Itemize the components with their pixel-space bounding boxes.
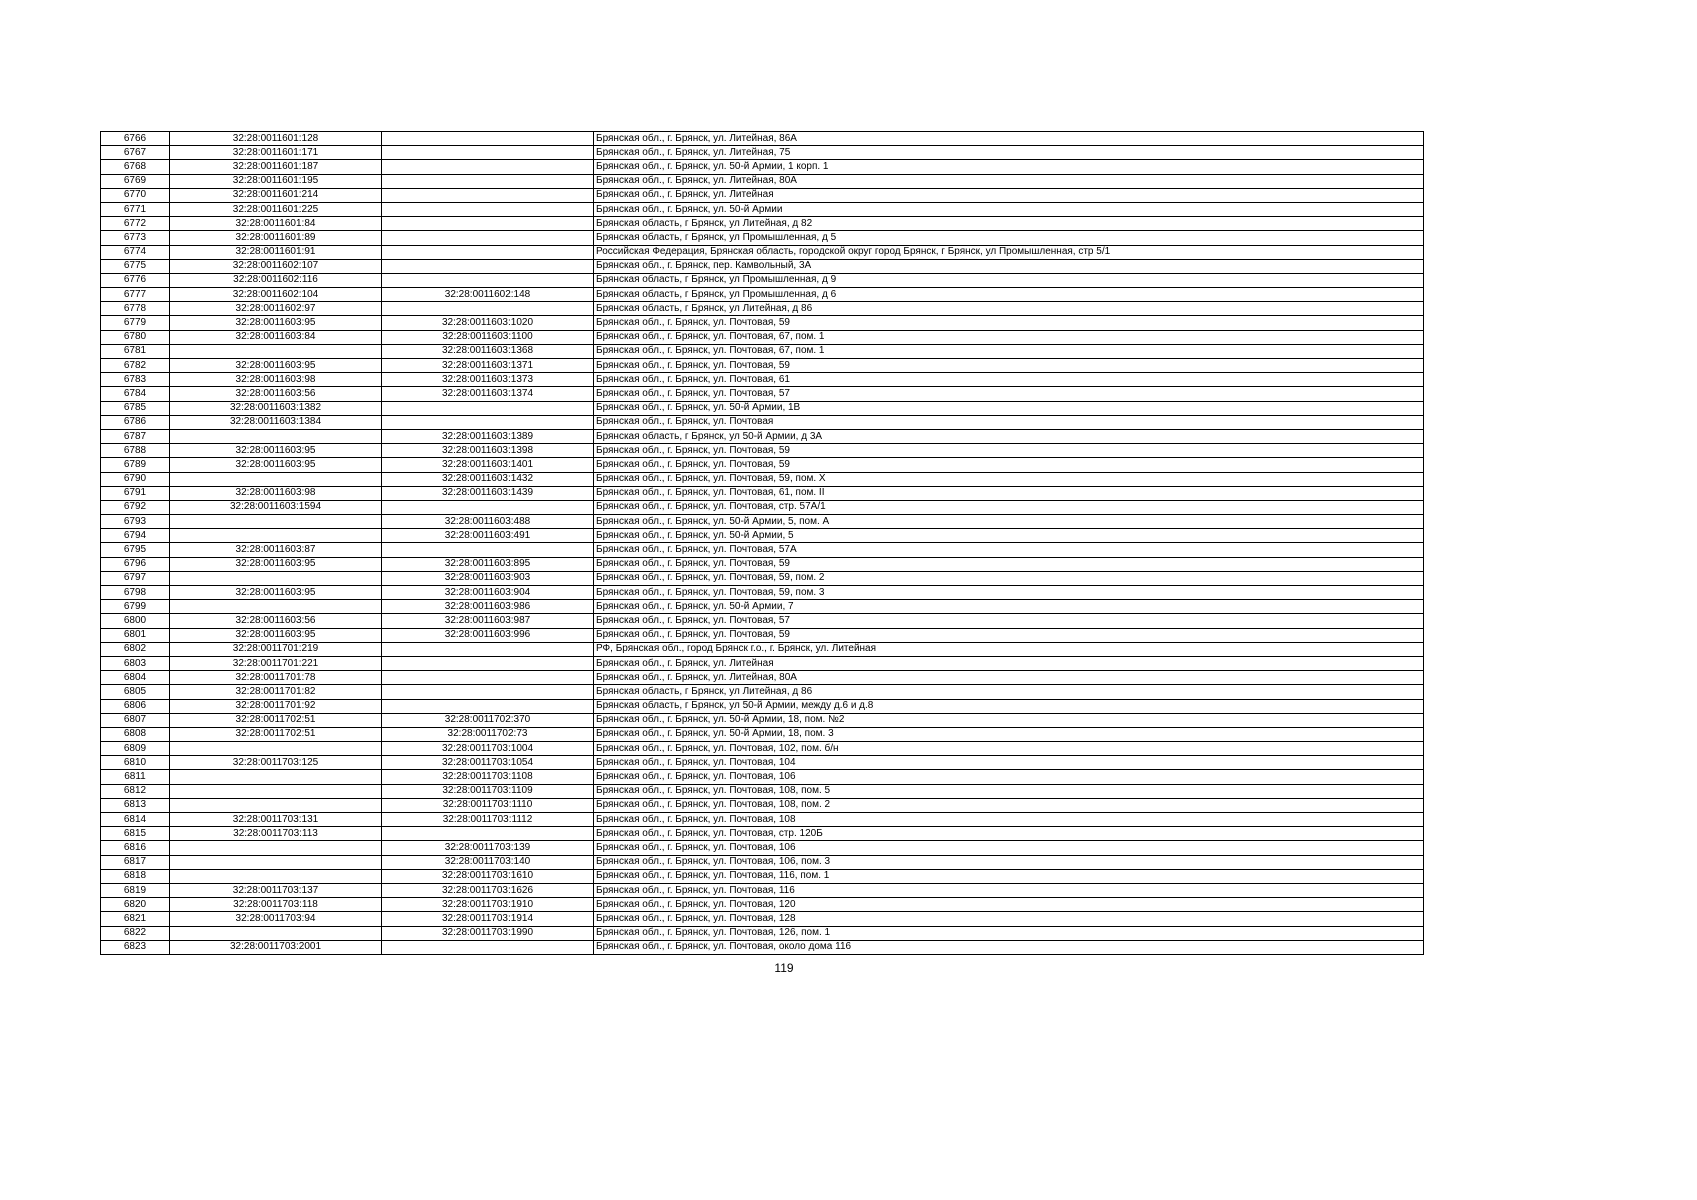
table-row (101, 444, 1424, 458)
land-cadastral-number-cell: 32:28:0011601:187 (170, 160, 382, 174)
table-row (101, 373, 1424, 387)
land-cadastral-number-cell: 32:28:0011601:128 (170, 132, 382, 146)
row-number-cell: 6816 (101, 841, 170, 855)
object-cadastral-number-cell (382, 174, 594, 188)
row-number-cell: 6798 (101, 586, 170, 600)
land-cadastral-number-cell: 32:28:0011703:94 (170, 912, 382, 926)
object-cadastral-number-cell: 32:28:0011603:491 (382, 529, 594, 543)
table-row (101, 784, 1424, 798)
row-number-cell: 6784 (101, 387, 170, 401)
land-cadastral-number-cell: 32:28:0011603:98 (170, 486, 382, 500)
table-row (101, 515, 1424, 529)
object-cadastral-number-cell: 32:28:0011703:139 (382, 841, 594, 855)
address-cell: Брянская обл., г. Брянск, ул. 50-й Армии, 18, пом. 3 (594, 727, 1424, 741)
table-row (101, 869, 1424, 883)
table-row (101, 898, 1424, 912)
row-number-cell: 6783 (101, 373, 170, 387)
row-number-cell: 6815 (101, 827, 170, 841)
table-row (101, 685, 1424, 699)
row-number-cell: 6769 (101, 174, 170, 188)
land-cadastral-number-cell: 32:28:0011703:137 (170, 883, 382, 897)
land-cadastral-number-cell (170, 344, 382, 358)
table-row (101, 401, 1424, 415)
address-cell: Брянская обл., г. Брянск, ул. 50-й Армии, 1В (594, 401, 1424, 415)
land-cadastral-number-cell: 32:28:0011702:51 (170, 727, 382, 741)
row-number-cell: 6805 (101, 685, 170, 699)
address-cell: Брянская обл., г. Брянск, ул. Почтовая, 59, пом. Х (594, 472, 1424, 486)
object-cadastral-number-cell: 32:28:0011603:488 (382, 515, 594, 529)
object-cadastral-number-cell: 32:28:0011603:1368 (382, 344, 594, 358)
table-row (101, 742, 1424, 756)
table-row (101, 217, 1424, 231)
table-row (101, 132, 1424, 146)
land-cadastral-number-cell (170, 770, 382, 784)
land-cadastral-number-cell: 32:28:0011603:95 (170, 444, 382, 458)
address-cell: Брянская область, г Брянск, ул 50-й Армии, между д.6 и д.8 (594, 699, 1424, 713)
land-cadastral-number-cell: 32:28:0011701:82 (170, 685, 382, 699)
row-number-cell: 6790 (101, 472, 170, 486)
object-cadastral-number-cell: 32:28:0011603:986 (382, 600, 594, 614)
row-number-cell: 6806 (101, 699, 170, 713)
address-cell: Брянская область, г Брянск, ул Литейная, д 86 (594, 302, 1424, 316)
land-cadastral-number-cell: 32:28:0011601:171 (170, 146, 382, 160)
table-row (101, 756, 1424, 770)
table-row (101, 614, 1424, 628)
address-cell: Брянская обл., г. Брянск, ул. Почтовая, 128 (594, 912, 1424, 926)
land-cadastral-number-cell: 32:28:0011603:95 (170, 316, 382, 330)
object-cadastral-number-cell (382, 685, 594, 699)
table-row (101, 273, 1424, 287)
row-number-cell: 6807 (101, 713, 170, 727)
row-number-cell: 6770 (101, 188, 170, 202)
land-cadastral-number-cell: 32:28:0011701:219 (170, 642, 382, 656)
row-number-cell: 6821 (101, 912, 170, 926)
row-number-cell: 6813 (101, 798, 170, 812)
table-row (101, 231, 1424, 245)
land-cadastral-number-cell: 32:28:0011603:95 (170, 586, 382, 600)
table-row (101, 529, 1424, 543)
address-cell: Брянская обл., г. Брянск, ул. Литейная, 80А (594, 174, 1424, 188)
row-number-cell: 6793 (101, 515, 170, 529)
address-cell: Брянская обл., г. Брянск, ул. Почтовая, 59 (594, 316, 1424, 330)
table-row (101, 940, 1424, 954)
land-cadastral-number-cell: 32:28:0011701:92 (170, 699, 382, 713)
table-row (101, 415, 1424, 429)
row-number-cell: 6822 (101, 926, 170, 940)
land-cadastral-number-cell: 32:28:0011601:195 (170, 174, 382, 188)
address-cell: Брянская обл., г. Брянск, ул. Почтовая, 59 (594, 444, 1424, 458)
row-number-cell: 6804 (101, 671, 170, 685)
table-row (101, 174, 1424, 188)
table-row (101, 259, 1424, 273)
object-cadastral-number-cell: 32:28:0011603:996 (382, 628, 594, 642)
object-cadastral-number-cell: 32:28:0011703:1004 (382, 742, 594, 756)
registry-table-body (101, 132, 1424, 955)
object-cadastral-number-cell: 32:28:0011703:1914 (382, 912, 594, 926)
table-row (101, 841, 1424, 855)
table-row (101, 160, 1424, 174)
address-cell: Брянская обл., г. Брянск, ул. Почтовая, 59, пом. 2 (594, 571, 1424, 585)
table-row (101, 387, 1424, 401)
land-cadastral-number-cell: 32:28:0011601:89 (170, 231, 382, 245)
address-cell: Брянская область, г Брянск, ул Литейная, д 82 (594, 217, 1424, 231)
address-cell: Брянская обл., г. Брянск, ул. 50-й Армии, 1 корп. 1 (594, 160, 1424, 174)
row-number-cell: 6772 (101, 217, 170, 231)
table-row (101, 699, 1424, 713)
address-cell: Брянская обл., г. Брянск, ул. Почтовая, 57 (594, 387, 1424, 401)
land-cadastral-number-cell (170, 600, 382, 614)
address-cell: Брянская обл., г. Брянск, ул. Почтовая, 116 (594, 883, 1424, 897)
address-cell: Брянская обл., г. Брянск, ул. Литейная, 86А (594, 132, 1424, 146)
object-cadastral-number-cell (382, 671, 594, 685)
land-cadastral-number-cell: 32:28:0011603:56 (170, 387, 382, 401)
object-cadastral-number-cell: 32:28:0011603:1439 (382, 486, 594, 500)
row-number-cell: 6775 (101, 259, 170, 273)
object-cadastral-number-cell: 32:28:0011703:1910 (382, 898, 594, 912)
land-cadastral-number-cell: 32:28:0011601:84 (170, 217, 382, 231)
address-cell: Брянская область, г Брянск, ул 50-й Армии, д 3А (594, 429, 1424, 443)
address-cell: Брянская обл., г. Брянск, ул. Почтовая, 106 (594, 841, 1424, 855)
row-number-cell: 6817 (101, 855, 170, 869)
object-cadastral-number-cell (382, 188, 594, 202)
table-row (101, 586, 1424, 600)
land-cadastral-number-cell: 32:28:0011602:104 (170, 288, 382, 302)
table-row (101, 926, 1424, 940)
row-number-cell: 6786 (101, 415, 170, 429)
table-row (101, 770, 1424, 784)
address-cell: Брянская обл., г. Брянск, ул. 50-й Армии, 5, пом. А (594, 515, 1424, 529)
land-cadastral-number-cell: 32:28:0011603:95 (170, 359, 382, 373)
address-cell: Брянская обл., г. Брянск, ул. Почтовая, 102, пом. б/н (594, 742, 1424, 756)
row-number-cell: 6796 (101, 557, 170, 571)
object-cadastral-number-cell (382, 146, 594, 160)
address-cell: Брянская обл., г. Брянск, ул. 50-й Армии, 18, пом. №2 (594, 713, 1424, 727)
table-row (101, 288, 1424, 302)
object-cadastral-number-cell (382, 642, 594, 656)
land-cadastral-number-cell (170, 429, 382, 443)
address-cell: РФ, Брянская обл., город Брянск г.о., г. Брянск, ул. Литейная (594, 642, 1424, 656)
row-number-cell: 6818 (101, 869, 170, 883)
table-row (101, 330, 1424, 344)
row-number-cell: 6788 (101, 444, 170, 458)
object-cadastral-number-cell (382, 401, 594, 415)
address-cell: Брянская область, г Брянск, ул Промышленная, д 5 (594, 231, 1424, 245)
land-cadastral-number-cell: 32:28:0011601:91 (170, 245, 382, 259)
object-cadastral-number-cell: 32:28:0011603:1373 (382, 373, 594, 387)
address-cell: Брянская обл., г. Брянск, ул. Почтовая (594, 415, 1424, 429)
object-cadastral-number-cell (382, 827, 594, 841)
object-cadastral-number-cell (382, 231, 594, 245)
address-cell: Брянская обл., г. Брянск, ул. Почтовая, 120 (594, 898, 1424, 912)
object-cadastral-number-cell: 32:28:0011603:1398 (382, 444, 594, 458)
address-cell: Брянская обл., г. Брянск, ул. Почтовая, 104 (594, 756, 1424, 770)
row-number-cell: 6794 (101, 529, 170, 543)
row-number-cell: 6774 (101, 245, 170, 259)
object-cadastral-number-cell: 32:28:0011702:73 (382, 727, 594, 741)
object-cadastral-number-cell: 32:28:0011703:1110 (382, 798, 594, 812)
land-cadastral-number-cell: 32:28:0011603:98 (170, 373, 382, 387)
row-number-cell: 6779 (101, 316, 170, 330)
address-cell: Брянская область, г Брянск, ул Промышленная, д 9 (594, 273, 1424, 287)
land-cadastral-number-cell: 32:28:0011603:56 (170, 614, 382, 628)
address-cell: Брянская обл., г. Брянск, ул. Почтовая, 59 (594, 557, 1424, 571)
object-cadastral-number-cell (382, 132, 594, 146)
table-row (101, 827, 1424, 841)
land-cadastral-number-cell (170, 926, 382, 940)
row-number-cell: 6803 (101, 656, 170, 670)
object-cadastral-number-cell (382, 500, 594, 514)
row-number-cell: 6820 (101, 898, 170, 912)
row-number-cell: 6799 (101, 600, 170, 614)
address-cell: Брянская обл., г. Брянск, ул. 50-й Армии, 7 (594, 600, 1424, 614)
address-cell: Брянская обл., г. Брянск, ул. Литейная (594, 656, 1424, 670)
row-number-cell: 6777 (101, 288, 170, 302)
land-cadastral-number-cell: 32:28:0011601:225 (170, 202, 382, 216)
land-cadastral-number-cell: 32:28:0011703:125 (170, 756, 382, 770)
object-cadastral-number-cell (382, 259, 594, 273)
table-row (101, 316, 1424, 330)
row-number-cell: 6812 (101, 784, 170, 798)
table-row (101, 671, 1424, 685)
row-number-cell: 6802 (101, 642, 170, 656)
row-number-cell: 6810 (101, 756, 170, 770)
table-row (101, 344, 1424, 358)
address-cell: Брянская обл., г. Брянск, ул. Литейная (594, 188, 1424, 202)
object-cadastral-number-cell (382, 656, 594, 670)
land-cadastral-number-cell: 32:28:0011701:221 (170, 656, 382, 670)
registry-table (100, 131, 1424, 955)
object-cadastral-number-cell: 32:28:0011702:370 (382, 713, 594, 727)
address-cell: Брянская обл., г. Брянск, ул. Литейная, 75 (594, 146, 1424, 160)
table-row (101, 600, 1424, 614)
land-cadastral-number-cell: 32:28:0011703:113 (170, 827, 382, 841)
address-cell: Брянская обл., г. Брянск, ул. Почтовая, 67, пом. 1 (594, 330, 1424, 344)
land-cadastral-number-cell: 32:28:0011602:116 (170, 273, 382, 287)
land-cadastral-number-cell (170, 855, 382, 869)
land-cadastral-number-cell: 32:28:0011603:95 (170, 628, 382, 642)
object-cadastral-number-cell: 32:28:0011703:1610 (382, 869, 594, 883)
table-row (101, 883, 1424, 897)
row-number-cell: 6797 (101, 571, 170, 585)
address-cell: Брянская область, г Брянск, ул Промышленная, д 6 (594, 288, 1424, 302)
object-cadastral-number-cell (382, 543, 594, 557)
address-cell: Брянская обл., г. Брянск, ул. Почтовая, 57 (594, 614, 1424, 628)
object-cadastral-number-cell: 32:28:0011603:904 (382, 586, 594, 600)
address-cell: Брянская обл., г. Брянск, ул. Почтовая, 106 (594, 770, 1424, 784)
address-cell: Брянская обл., г. Брянск, ул. 50-й Армии (594, 202, 1424, 216)
land-cadastral-number-cell (170, 742, 382, 756)
row-number-cell: 6801 (101, 628, 170, 642)
row-number-cell: 6808 (101, 727, 170, 741)
land-cadastral-number-cell: 32:28:0011601:214 (170, 188, 382, 202)
row-number-cell: 6767 (101, 146, 170, 160)
object-cadastral-number-cell: 32:28:0011603:895 (382, 557, 594, 571)
row-number-cell: 6811 (101, 770, 170, 784)
land-cadastral-number-cell (170, 784, 382, 798)
object-cadastral-number-cell: 32:28:0011703:140 (382, 855, 594, 869)
object-cadastral-number-cell: 32:28:0011603:1371 (382, 359, 594, 373)
object-cadastral-number-cell: 32:28:0011603:987 (382, 614, 594, 628)
land-cadastral-number-cell: 32:28:0011603:95 (170, 557, 382, 571)
row-number-cell: 6800 (101, 614, 170, 628)
land-cadastral-number-cell: 32:28:0011603:95 (170, 458, 382, 472)
land-cadastral-number-cell: 32:28:0011603:1384 (170, 415, 382, 429)
object-cadastral-number-cell: 32:28:0011602:148 (382, 288, 594, 302)
object-cadastral-number-cell: 32:28:0011603:1100 (382, 330, 594, 344)
object-cadastral-number-cell: 32:28:0011603:903 (382, 571, 594, 585)
address-cell: Российская Федерация, Брянская область, городской округ город Брянск, г Брянск, ул Промышленная, стр 5/1 (594, 245, 1424, 259)
address-cell: Брянская обл., г. Брянск, ул. Почтовая, 59, пом. 3 (594, 586, 1424, 600)
land-cadastral-number-cell: 32:28:0011602:97 (170, 302, 382, 316)
object-cadastral-number-cell: 32:28:0011603:1432 (382, 472, 594, 486)
table-row (101, 429, 1424, 443)
land-cadastral-number-cell: 32:28:0011703:131 (170, 813, 382, 827)
address-cell: Брянская обл., г. Брянск, ул. Почтовая, 67, пом. 1 (594, 344, 1424, 358)
address-cell: Брянская обл., г. Брянск, ул. Почтовая, 59 (594, 359, 1424, 373)
object-cadastral-number-cell: 32:28:0011603:1374 (382, 387, 594, 401)
object-cadastral-number-cell (382, 699, 594, 713)
object-cadastral-number-cell: 32:28:0011703:1109 (382, 784, 594, 798)
row-number-cell: 6782 (101, 359, 170, 373)
address-cell: Брянская обл., г. Брянск, ул. Литейная, 80А (594, 671, 1424, 685)
table-row (101, 202, 1424, 216)
land-cadastral-number-cell (170, 869, 382, 883)
address-cell: Брянская обл., г. Брянск, ул. Почтовая, 57А (594, 543, 1424, 557)
table-row (101, 628, 1424, 642)
row-number-cell: 6771 (101, 202, 170, 216)
address-cell: Брянская обл., г. Брянск, ул. Почтовая, 106, пом. 3 (594, 855, 1424, 869)
row-number-cell: 6768 (101, 160, 170, 174)
address-cell: Брянская обл., г. Брянск, ул. 50-й Армии, 5 (594, 529, 1424, 543)
land-cadastral-number-cell: 32:28:0011602:107 (170, 259, 382, 273)
land-cadastral-number-cell (170, 529, 382, 543)
land-cadastral-number-cell (170, 515, 382, 529)
object-cadastral-number-cell (382, 217, 594, 231)
object-cadastral-number-cell (382, 273, 594, 287)
object-cadastral-number-cell: 32:28:0011703:1112 (382, 813, 594, 827)
address-cell: Брянская обл., г. Брянск, пер. Камвольный, 3А (594, 259, 1424, 273)
row-number-cell: 6791 (101, 486, 170, 500)
table-row (101, 188, 1424, 202)
row-number-cell: 6795 (101, 543, 170, 557)
address-cell: Брянская обл., г. Брянск, ул. Почтовая, 126, пом. 1 (594, 926, 1424, 940)
land-cadastral-number-cell: 32:28:0011703:2001 (170, 940, 382, 954)
table-row (101, 245, 1424, 259)
land-cadastral-number-cell: 32:28:0011603:1382 (170, 401, 382, 415)
object-cadastral-number-cell (382, 160, 594, 174)
table-row (101, 458, 1424, 472)
table-row (101, 359, 1424, 373)
row-number-cell: 6781 (101, 344, 170, 358)
table-row (101, 912, 1424, 926)
land-cadastral-number-cell: 32:28:0011702:51 (170, 713, 382, 727)
table-row (101, 302, 1424, 316)
object-cadastral-number-cell: 32:28:0011703:1108 (382, 770, 594, 784)
row-number-cell: 6787 (101, 429, 170, 443)
object-cadastral-number-cell: 32:28:0011703:1054 (382, 756, 594, 770)
row-number-cell: 6823 (101, 940, 170, 954)
object-cadastral-number-cell (382, 202, 594, 216)
row-number-cell: 6766 (101, 132, 170, 146)
address-cell: Брянская обл., г. Брянск, ул. Почтовая, стр. 120Б (594, 827, 1424, 841)
table-row (101, 642, 1424, 656)
address-cell: Брянская обл., г. Брянск, ул. Почтовая, 61 (594, 373, 1424, 387)
land-cadastral-number-cell (170, 841, 382, 855)
address-cell: Брянская обл., г. Брянск, ул. Почтовая, 108 (594, 813, 1424, 827)
object-cadastral-number-cell (382, 245, 594, 259)
land-cadastral-number-cell: 32:28:0011603:87 (170, 543, 382, 557)
row-number-cell: 6809 (101, 742, 170, 756)
table-row (101, 571, 1424, 585)
table-row (101, 543, 1424, 557)
address-cell: Брянская область, г Брянск, ул Литейная, д 86 (594, 685, 1424, 699)
address-cell: Брянская обл., г. Брянск, ул. Почтовая, 108, пом. 5 (594, 784, 1424, 798)
table-row (101, 727, 1424, 741)
land-cadastral-number-cell: 32:28:0011603:1594 (170, 500, 382, 514)
row-number-cell: 6819 (101, 883, 170, 897)
table-row (101, 557, 1424, 571)
row-number-cell: 6776 (101, 273, 170, 287)
row-number-cell: 6814 (101, 813, 170, 827)
row-number-cell: 6785 (101, 401, 170, 415)
land-cadastral-number-cell (170, 571, 382, 585)
land-cadastral-number-cell: 32:28:0011701:78 (170, 671, 382, 685)
object-cadastral-number-cell: 32:28:0011603:1389 (382, 429, 594, 443)
address-cell: Брянская обл., г. Брянск, ул. Почтовая, 116, пом. 1 (594, 869, 1424, 883)
land-cadastral-number-cell: 32:28:0011703:118 (170, 898, 382, 912)
row-number-cell: 6773 (101, 231, 170, 245)
object-cadastral-number-cell (382, 940, 594, 954)
object-cadastral-number-cell (382, 302, 594, 316)
address-cell: Брянская обл., г. Брянск, ул. Почтовая, 59 (594, 458, 1424, 472)
object-cadastral-number-cell: 32:28:0011703:1626 (382, 883, 594, 897)
land-cadastral-number-cell (170, 798, 382, 812)
address-cell: Брянская обл., г. Брянск, ул. Почтовая, 59 (594, 628, 1424, 642)
row-number-cell: 6792 (101, 500, 170, 514)
address-cell: Брянская обл., г. Брянск, ул. Почтовая, стр. 57А/1 (594, 500, 1424, 514)
table-row (101, 713, 1424, 727)
table-row (101, 798, 1424, 812)
address-cell: Брянская обл., г. Брянск, ул. Почтовая, 108, пом. 2 (594, 798, 1424, 812)
land-cadastral-number-cell: 32:28:0011603:84 (170, 330, 382, 344)
table-row (101, 500, 1424, 514)
row-number-cell: 6780 (101, 330, 170, 344)
address-cell: Брянская обл., г. Брянск, ул. Почтовая, 61, пом. II (594, 486, 1424, 500)
table-row (101, 472, 1424, 486)
table-row (101, 146, 1424, 160)
object-cadastral-number-cell (382, 415, 594, 429)
row-number-cell: 6789 (101, 458, 170, 472)
table-row (101, 855, 1424, 869)
object-cadastral-number-cell: 32:28:0011603:1020 (382, 316, 594, 330)
table-row (101, 486, 1424, 500)
page-number: 119 (774, 961, 794, 975)
land-cadastral-number-cell (170, 472, 382, 486)
table-row (101, 813, 1424, 827)
object-cadastral-number-cell: 32:28:0011703:1990 (382, 926, 594, 940)
table-row (101, 656, 1424, 670)
address-cell: Брянская обл., г. Брянск, ул. Почтовая, около дома 116 (594, 940, 1424, 954)
object-cadastral-number-cell: 32:28:0011603:1401 (382, 458, 594, 472)
row-number-cell: 6778 (101, 302, 170, 316)
